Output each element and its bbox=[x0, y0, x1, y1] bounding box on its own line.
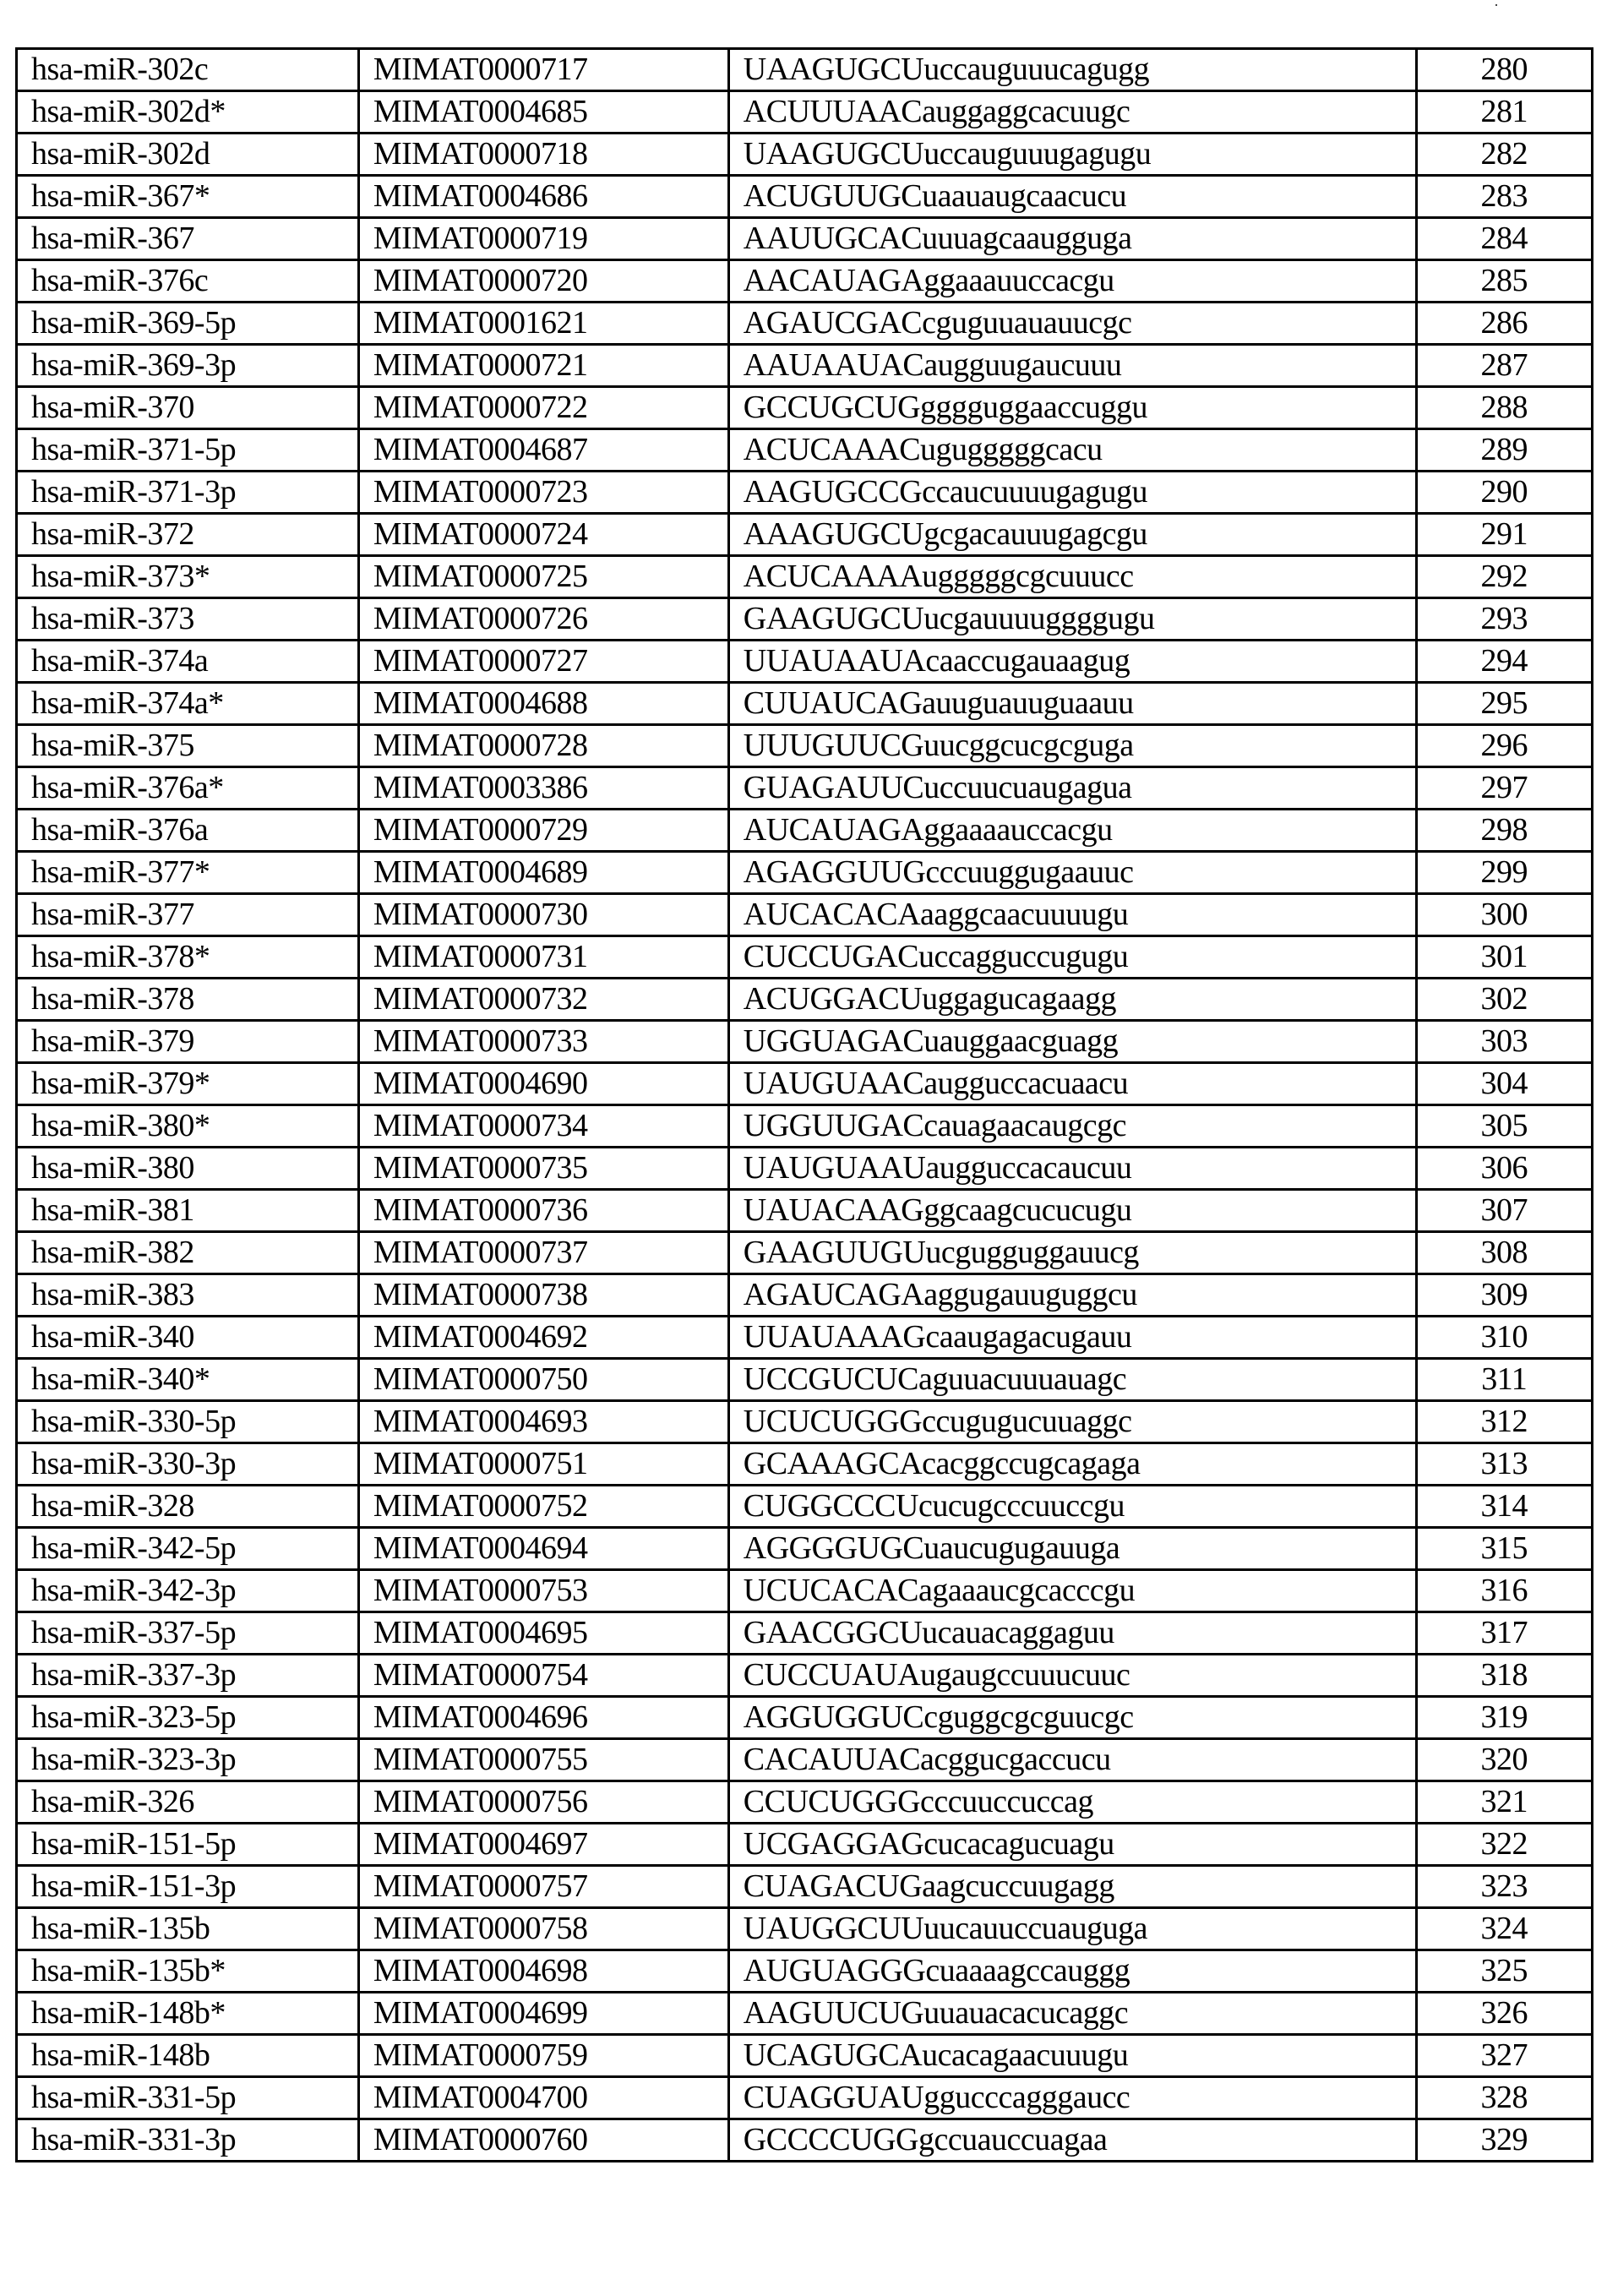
sequence-cell: GCCCCUGGgccuauccuagaa bbox=[728, 2119, 1416, 2162]
mirna-name-cell: hsa-miR-369-3p bbox=[17, 345, 359, 387]
sequence-cell: UCUCACACagaaaucgcacccgu bbox=[728, 1570, 1416, 1612]
mirna-name-cell: hsa-miR-383 bbox=[17, 1274, 359, 1317]
mirna-name-cell: hsa-miR-330-3p bbox=[17, 1443, 359, 1486]
scan-speck bbox=[1495, 4, 1497, 6]
mirna-name-cell: hsa-miR-135b* bbox=[17, 1950, 359, 1993]
sequence-cell: UUAUAAAGcaaugagacugauu bbox=[728, 1317, 1416, 1359]
mirna-name-cell: hsa-miR-371-5p bbox=[17, 429, 359, 472]
mirna-sequence-table bbox=[15, 47, 1593, 2162]
table-row bbox=[17, 260, 1593, 303]
mirna-name-cell: hsa-miR-382 bbox=[17, 1232, 359, 1274]
accession-cell: MIMAT0000751 bbox=[358, 1443, 728, 1486]
table-row bbox=[17, 1739, 1593, 1781]
seq-id-cell: 298 bbox=[1416, 810, 1592, 852]
table-row bbox=[17, 2035, 1593, 2077]
mirna-name-cell: hsa-miR-371-3p bbox=[17, 472, 359, 514]
table-row bbox=[17, 1105, 1593, 1148]
mirna-name-cell: hsa-miR-323-3p bbox=[17, 1739, 359, 1781]
seq-id-cell: 285 bbox=[1416, 260, 1592, 303]
seq-id-cell: 310 bbox=[1416, 1317, 1592, 1359]
sequence-cell: UAAGUGCUuccauguuucagugg bbox=[728, 49, 1416, 91]
seq-id-cell: 294 bbox=[1416, 641, 1592, 683]
accession-cell: MIMAT0000731 bbox=[358, 936, 728, 979]
accession-cell: MIMAT0000728 bbox=[358, 725, 728, 767]
accession-cell: MIMAT0000735 bbox=[358, 1148, 728, 1190]
sequence-cell: CUAGACUGaagcuccuugagg bbox=[728, 1866, 1416, 1908]
table-row bbox=[17, 1021, 1593, 1063]
mirna-name-cell: hsa-miR-372 bbox=[17, 514, 359, 556]
mirna-name-cell: hsa-miR-337-3p bbox=[17, 1655, 359, 1697]
sequence-cell: GAACGGCUucauacaggaguu bbox=[728, 1612, 1416, 1655]
accession-cell: MIMAT0004697 bbox=[358, 1824, 728, 1866]
seq-id-cell: 282 bbox=[1416, 134, 1592, 176]
accession-cell: MIMAT0004696 bbox=[358, 1697, 728, 1739]
accession-cell: MIMAT0000721 bbox=[358, 345, 728, 387]
mirna-name-cell: hsa-miR-375 bbox=[17, 725, 359, 767]
table-row bbox=[17, 429, 1593, 472]
seq-id-cell: 320 bbox=[1416, 1739, 1592, 1781]
accession-cell: MIMAT0000726 bbox=[358, 598, 728, 641]
sequence-cell: AAUUGCACuuuagcaaugguga bbox=[728, 218, 1416, 260]
accession-cell: MIMAT0000759 bbox=[358, 2035, 728, 2077]
accession-cell: MIMAT0004689 bbox=[358, 852, 728, 894]
seq-id-cell: 323 bbox=[1416, 1866, 1592, 1908]
accession-cell: MIMAT0000736 bbox=[358, 1190, 728, 1232]
seq-id-cell: 317 bbox=[1416, 1612, 1592, 1655]
seq-id-cell: 328 bbox=[1416, 2077, 1592, 2119]
table-row bbox=[17, 1063, 1593, 1105]
mirna-name-cell: hsa-miR-373* bbox=[17, 556, 359, 598]
table-row bbox=[17, 2077, 1593, 2119]
sequence-cell: AGAUCGACcguguuauauucgc bbox=[728, 303, 1416, 345]
accession-cell: MIMAT0000733 bbox=[358, 1021, 728, 1063]
mirna-name-cell: hsa-miR-367 bbox=[17, 218, 359, 260]
table-row bbox=[17, 894, 1593, 936]
sequence-cell: CUAGGUAUggucccagggaucc bbox=[728, 2077, 1416, 2119]
table-row bbox=[17, 1274, 1593, 1317]
table-row bbox=[17, 936, 1593, 979]
seq-id-cell: 306 bbox=[1416, 1148, 1592, 1190]
sequence-cell: GCCUGCUGgggguggaaccuggu bbox=[728, 387, 1416, 429]
table-body bbox=[17, 49, 1593, 2162]
sequence-cell: ACUGGACUuggagucagaagg bbox=[728, 979, 1416, 1021]
table-row bbox=[17, 556, 1593, 598]
sequence-cell: UAAGUGCUuccauguuugagugu bbox=[728, 134, 1416, 176]
sequence-cell: AGAGGUUGcccuuggugaauuc bbox=[728, 852, 1416, 894]
seq-id-cell: 289 bbox=[1416, 429, 1592, 472]
accession-cell: MIMAT0004687 bbox=[358, 429, 728, 472]
mirna-name-cell: hsa-miR-370 bbox=[17, 387, 359, 429]
seq-id-cell: 291 bbox=[1416, 514, 1592, 556]
accession-cell: MIMAT0000754 bbox=[358, 1655, 728, 1697]
sequence-cell: GAAGUGCUucgauuuuggggugu bbox=[728, 598, 1416, 641]
mirna-name-cell: hsa-miR-302d bbox=[17, 134, 359, 176]
sequence-cell: CUCCUAUAugaugccuuucuuc bbox=[728, 1655, 1416, 1697]
sequence-cell: CUGGCCCUcucugcccuuccgu bbox=[728, 1486, 1416, 1528]
mirna-name-cell: hsa-miR-340* bbox=[17, 1359, 359, 1401]
mirna-name-cell: hsa-miR-151-3p bbox=[17, 1866, 359, 1908]
seq-id-cell: 284 bbox=[1416, 218, 1592, 260]
accession-cell: MIMAT0000720 bbox=[358, 260, 728, 303]
accession-cell: MIMAT0000750 bbox=[358, 1359, 728, 1401]
sequence-cell: AAGUUCUGuuauacacucaggc bbox=[728, 1993, 1416, 2035]
accession-cell: MIMAT0000758 bbox=[358, 1908, 728, 1950]
mirna-name-cell: hsa-miR-342-5p bbox=[17, 1528, 359, 1570]
accession-cell: MIMAT0000756 bbox=[358, 1781, 728, 1824]
mirna-name-cell: hsa-miR-151-5p bbox=[17, 1824, 359, 1866]
accession-cell: MIMAT0000737 bbox=[358, 1232, 728, 1274]
accession-cell: MIMAT0000738 bbox=[358, 1274, 728, 1317]
mirna-name-cell: hsa-miR-378* bbox=[17, 936, 359, 979]
accession-cell: MIMAT0004688 bbox=[358, 683, 728, 725]
table-row bbox=[17, 598, 1593, 641]
accession-cell: MIMAT0004694 bbox=[358, 1528, 728, 1570]
table-row bbox=[17, 852, 1593, 894]
sequence-cell: AUCACACAaaggcaacuuuugu bbox=[728, 894, 1416, 936]
table-row bbox=[17, 134, 1593, 176]
sequence-cell: AAGUGCCGccaucuuuugagugu bbox=[728, 472, 1416, 514]
seq-id-cell: 305 bbox=[1416, 1105, 1592, 1148]
accession-cell: MIMAT0004699 bbox=[358, 1993, 728, 2035]
sequence-cell: UAUGGCUUuucauuccuauguga bbox=[728, 1908, 1416, 1950]
table-row bbox=[17, 1232, 1593, 1274]
sequence-cell: UGGUAGACuauggaacguagg bbox=[728, 1021, 1416, 1063]
table-row bbox=[17, 1359, 1593, 1401]
accession-cell: MIMAT0000725 bbox=[358, 556, 728, 598]
seq-id-cell: 321 bbox=[1416, 1781, 1592, 1824]
seq-id-cell: 311 bbox=[1416, 1359, 1592, 1401]
sequence-cell: GUAGAUUCuccuucuaugagua bbox=[728, 767, 1416, 810]
table-row bbox=[17, 1528, 1593, 1570]
accession-cell: MIMAT0004700 bbox=[358, 2077, 728, 2119]
sequence-cell: ACUCAAACugugggggcacu bbox=[728, 429, 1416, 472]
accession-cell: MIMAT0000723 bbox=[358, 472, 728, 514]
table-row bbox=[17, 1190, 1593, 1232]
sequence-cell: UCGAGGAGcucacagucuagu bbox=[728, 1824, 1416, 1866]
accession-cell: MIMAT0000729 bbox=[358, 810, 728, 852]
table-row bbox=[17, 1824, 1593, 1866]
accession-cell: MIMAT0000760 bbox=[358, 2119, 728, 2162]
mirna-name-cell: hsa-miR-379 bbox=[17, 1021, 359, 1063]
table-row bbox=[17, 2119, 1593, 2162]
seq-id-cell: 292 bbox=[1416, 556, 1592, 598]
seq-id-cell: 299 bbox=[1416, 852, 1592, 894]
mirna-name-cell: hsa-miR-302d* bbox=[17, 91, 359, 134]
mirna-name-cell: hsa-miR-377* bbox=[17, 852, 359, 894]
mirna-name-cell: hsa-miR-377 bbox=[17, 894, 359, 936]
table-row bbox=[17, 91, 1593, 134]
seq-id-cell: 326 bbox=[1416, 1993, 1592, 2035]
mirna-name-cell: hsa-miR-148b bbox=[17, 2035, 359, 2077]
seq-id-cell: 286 bbox=[1416, 303, 1592, 345]
sequence-cell: CACAUUACacggucgaccucu bbox=[728, 1739, 1416, 1781]
mirna-name-cell: hsa-miR-340 bbox=[17, 1317, 359, 1359]
mirna-name-cell: hsa-miR-376c bbox=[17, 260, 359, 303]
sequence-cell: CUUAUCAGauuguauuguaauu bbox=[728, 683, 1416, 725]
seq-id-cell: 324 bbox=[1416, 1908, 1592, 1950]
table-row bbox=[17, 1866, 1593, 1908]
accession-cell: MIMAT0001621 bbox=[358, 303, 728, 345]
seq-id-cell: 303 bbox=[1416, 1021, 1592, 1063]
sequence-cell: AUCAUAGAggaaaauccacgu bbox=[728, 810, 1416, 852]
table-row bbox=[17, 1781, 1593, 1824]
sequence-cell: AGGUGGUCcguggcgcguucgc bbox=[728, 1697, 1416, 1739]
accession-cell: MIMAT0004693 bbox=[358, 1401, 728, 1443]
seq-id-cell: 308 bbox=[1416, 1232, 1592, 1274]
table-row bbox=[17, 472, 1593, 514]
seq-id-cell: 315 bbox=[1416, 1528, 1592, 1570]
mirna-name-cell: hsa-miR-148b* bbox=[17, 1993, 359, 2035]
table-row bbox=[17, 1950, 1593, 1993]
sequence-cell: UCCGUCUCaguuacuuuauagc bbox=[728, 1359, 1416, 1401]
mirna-name-cell: hsa-miR-373 bbox=[17, 598, 359, 641]
table-row bbox=[17, 1908, 1593, 1950]
seq-id-cell: 319 bbox=[1416, 1697, 1592, 1739]
seq-id-cell: 313 bbox=[1416, 1443, 1592, 1486]
mirna-name-cell: hsa-miR-331-5p bbox=[17, 2077, 359, 2119]
mirna-name-cell: hsa-miR-374a bbox=[17, 641, 359, 683]
seq-id-cell: 327 bbox=[1416, 2035, 1592, 2077]
accession-cell: MIMAT0000753 bbox=[358, 1570, 728, 1612]
sequence-cell: CUCCUGACuccagguccugugu bbox=[728, 936, 1416, 979]
accession-cell: MIMAT0000732 bbox=[358, 979, 728, 1021]
seq-id-cell: 322 bbox=[1416, 1824, 1592, 1866]
table-row bbox=[17, 218, 1593, 260]
accession-cell: MIMAT0000727 bbox=[358, 641, 728, 683]
seq-id-cell: 316 bbox=[1416, 1570, 1592, 1612]
table-row bbox=[17, 810, 1593, 852]
seq-id-cell: 325 bbox=[1416, 1950, 1592, 1993]
mirna-name-cell: hsa-miR-380* bbox=[17, 1105, 359, 1148]
sequence-cell: UCAGUGCAucacagaacuuugu bbox=[728, 2035, 1416, 2077]
seq-id-cell: 297 bbox=[1416, 767, 1592, 810]
seq-id-cell: 314 bbox=[1416, 1486, 1592, 1528]
sequence-cell: UUUGUUCGuucggcucgcguga bbox=[728, 725, 1416, 767]
table-row bbox=[17, 303, 1593, 345]
seq-id-cell: 300 bbox=[1416, 894, 1592, 936]
table-row bbox=[17, 387, 1593, 429]
accession-cell: MIMAT0000722 bbox=[358, 387, 728, 429]
accession-cell: MIMAT0000719 bbox=[358, 218, 728, 260]
mirna-name-cell: hsa-miR-369-5p bbox=[17, 303, 359, 345]
mirna-name-cell: hsa-miR-328 bbox=[17, 1486, 359, 1528]
accession-cell: MIMAT0004692 bbox=[358, 1317, 728, 1359]
accession-cell: MIMAT0003386 bbox=[358, 767, 728, 810]
mirna-name-cell: hsa-miR-376a bbox=[17, 810, 359, 852]
table-row bbox=[17, 725, 1593, 767]
mirna-name-cell: hsa-miR-331-3p bbox=[17, 2119, 359, 2162]
seq-id-cell: 304 bbox=[1416, 1063, 1592, 1105]
mirna-name-cell: hsa-miR-135b bbox=[17, 1908, 359, 1950]
table-row bbox=[17, 683, 1593, 725]
mirna-name-cell: hsa-miR-374a* bbox=[17, 683, 359, 725]
sequence-cell: CCUCUGGGcccuuccuccag bbox=[728, 1781, 1416, 1824]
accession-cell: MIMAT0004685 bbox=[358, 91, 728, 134]
table-row bbox=[17, 1612, 1593, 1655]
accession-cell: MIMAT0004695 bbox=[358, 1612, 728, 1655]
table-row bbox=[17, 1486, 1593, 1528]
accession-cell: MIMAT0000718 bbox=[358, 134, 728, 176]
table-row bbox=[17, 1570, 1593, 1612]
sequence-cell: UUAUAAUAcaaccugauaagug bbox=[728, 641, 1416, 683]
table-row bbox=[17, 641, 1593, 683]
accession-cell: MIMAT0000730 bbox=[358, 894, 728, 936]
mirna-name-cell: hsa-miR-342-3p bbox=[17, 1570, 359, 1612]
mirna-name-cell: hsa-miR-367* bbox=[17, 176, 359, 218]
sequence-cell: AAUAAUACaugguugaucuuu bbox=[728, 345, 1416, 387]
seq-id-cell: 288 bbox=[1416, 387, 1592, 429]
accession-cell: MIMAT0000752 bbox=[358, 1486, 728, 1528]
seq-id-cell: 296 bbox=[1416, 725, 1592, 767]
accession-cell: MIMAT0000734 bbox=[358, 1105, 728, 1148]
seq-id-cell: 302 bbox=[1416, 979, 1592, 1021]
accession-cell: MIMAT0004686 bbox=[358, 176, 728, 218]
mirna-name-cell: hsa-miR-380 bbox=[17, 1148, 359, 1190]
seq-id-cell: 301 bbox=[1416, 936, 1592, 979]
accession-cell: MIMAT0004698 bbox=[358, 1950, 728, 1993]
table-row bbox=[17, 1443, 1593, 1486]
sequence-cell: UAUACAAGggcaagcucucugu bbox=[728, 1190, 1416, 1232]
accession-cell: MIMAT0000724 bbox=[358, 514, 728, 556]
mirna-name-cell: hsa-miR-381 bbox=[17, 1190, 359, 1232]
sequence-cell: UAUGUAAUaugguccacaucuu bbox=[728, 1148, 1416, 1190]
sequence-cell: UGGUUGACcauagaacaugcgc bbox=[728, 1105, 1416, 1148]
mirna-name-cell: hsa-miR-337-5p bbox=[17, 1612, 359, 1655]
seq-id-cell: 312 bbox=[1416, 1401, 1592, 1443]
accession-cell: MIMAT0004690 bbox=[358, 1063, 728, 1105]
seq-id-cell: 309 bbox=[1416, 1274, 1592, 1317]
sequence-cell: AACAUAGAggaaauuccacgu bbox=[728, 260, 1416, 303]
seq-id-cell: 329 bbox=[1416, 2119, 1592, 2162]
mirna-name-cell: hsa-miR-330-5p bbox=[17, 1401, 359, 1443]
mirna-name-cell: hsa-miR-326 bbox=[17, 1781, 359, 1824]
seq-id-cell: 280 bbox=[1416, 49, 1592, 91]
seq-id-cell: 307 bbox=[1416, 1190, 1592, 1232]
seq-id-cell: 295 bbox=[1416, 683, 1592, 725]
sequence-cell: GCAAAGCAcacggccugcagaga bbox=[728, 1443, 1416, 1486]
table-row bbox=[17, 345, 1593, 387]
table-row bbox=[17, 1993, 1593, 2035]
table-row bbox=[17, 176, 1593, 218]
table-row bbox=[17, 49, 1593, 91]
seq-id-cell: 283 bbox=[1416, 176, 1592, 218]
table-row bbox=[17, 1148, 1593, 1190]
mirna-name-cell: hsa-miR-376a* bbox=[17, 767, 359, 810]
seq-id-cell: 287 bbox=[1416, 345, 1592, 387]
accession-cell: MIMAT0000717 bbox=[358, 49, 728, 91]
accession-cell: MIMAT0000757 bbox=[358, 1866, 728, 1908]
seq-id-cell: 318 bbox=[1416, 1655, 1592, 1697]
seq-id-cell: 290 bbox=[1416, 472, 1592, 514]
accession-cell: MIMAT0000755 bbox=[358, 1739, 728, 1781]
table-row bbox=[17, 767, 1593, 810]
sequence-cell: UAUGUAACaugguccacuaacu bbox=[728, 1063, 1416, 1105]
seq-id-cell: 281 bbox=[1416, 91, 1592, 134]
sequence-cell: UCUCUGGGccugugucuuaggc bbox=[728, 1401, 1416, 1443]
table-row bbox=[17, 514, 1593, 556]
sequence-cell: AAAGUGCUgcgacauuugagcgu bbox=[728, 514, 1416, 556]
sequence-cell: AGAUCAGAaggugauuguggcu bbox=[728, 1274, 1416, 1317]
table-row bbox=[17, 1697, 1593, 1739]
mirna-name-cell: hsa-miR-302c bbox=[17, 49, 359, 91]
table-row bbox=[17, 979, 1593, 1021]
mirna-name-cell: hsa-miR-323-5p bbox=[17, 1697, 359, 1739]
table-row bbox=[17, 1655, 1593, 1697]
mirna-name-cell: hsa-miR-378 bbox=[17, 979, 359, 1021]
table-row bbox=[17, 1401, 1593, 1443]
sequence-cell: ACUCAAAAugggggcgcuuucc bbox=[728, 556, 1416, 598]
table-row bbox=[17, 1317, 1593, 1359]
sequence-cell: AGGGGUGCuaucugugauuga bbox=[728, 1528, 1416, 1570]
sequence-cell: ACUUUAACauggaggcacuugc bbox=[728, 91, 1416, 134]
sequence-cell: AUGUAGGGcuaaaagccauggg bbox=[728, 1950, 1416, 1993]
seq-id-cell: 293 bbox=[1416, 598, 1592, 641]
sequence-cell: GAAGUUGUucgugguggauucg bbox=[728, 1232, 1416, 1274]
mirna-name-cell: hsa-miR-379* bbox=[17, 1063, 359, 1105]
sequence-cell: ACUGUUGCuaauaugcaacucu bbox=[728, 176, 1416, 218]
